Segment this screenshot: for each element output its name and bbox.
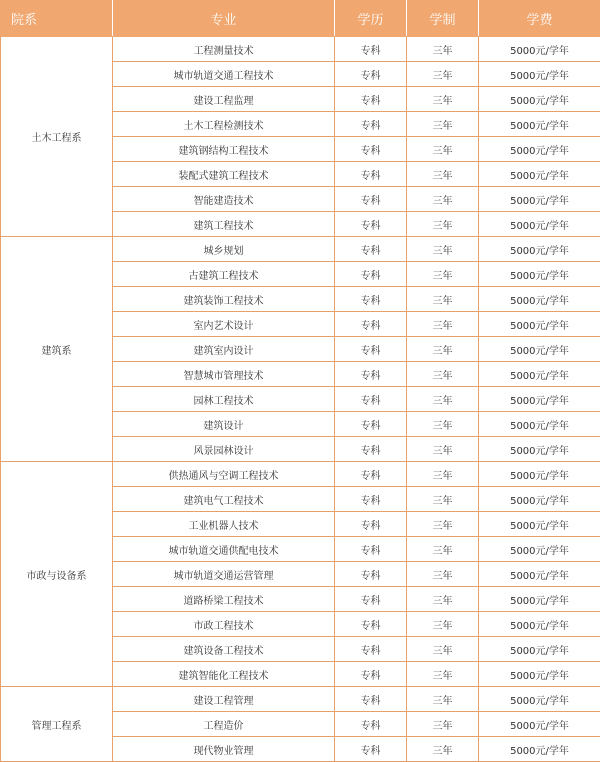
duration-cell: 三年: [407, 137, 479, 162]
table-row: [1, 237, 600, 262]
duration-cell: 三年: [407, 62, 479, 87]
duration-cell: 三年: [407, 537, 479, 562]
degree-cell: 专科: [335, 337, 407, 362]
degree-cell: 专科: [335, 512, 407, 537]
duration-cell: 三年: [407, 37, 479, 62]
major-cell: 建筑设备工程技术: [113, 637, 335, 662]
degree-cell: 专科: [335, 262, 407, 287]
degree-cell: 专科: [335, 437, 407, 462]
major-cell: 建设工程监理: [113, 87, 335, 112]
duration-cell: 三年: [407, 387, 479, 412]
department-cell: 建筑系: [1, 237, 113, 462]
degree-cell: 专科: [335, 387, 407, 412]
header-major: 专业: [113, 1, 335, 37]
degree-cell: 专科: [335, 362, 407, 387]
tuition-cell: 5000元/学年: [479, 562, 600, 587]
tuition-cell: 5000元/学年: [479, 87, 600, 112]
tuition-cell: 5000元/学年: [479, 537, 600, 562]
degree-cell: 专科: [335, 587, 407, 612]
degree-cell: 专科: [335, 37, 407, 62]
major-cell: 建筑智能化工程技术: [113, 662, 335, 687]
major-cell: 建筑工程技术: [113, 212, 335, 237]
major-cell: 工程测量技术: [113, 37, 335, 62]
major-cell: 古建筑工程技术: [113, 262, 335, 287]
duration-cell: 三年: [407, 637, 479, 662]
major-cell: 智能建造技术: [113, 187, 335, 212]
duration-cell: 三年: [407, 212, 479, 237]
major-cell: 城市轨道交通工程技术: [113, 62, 335, 87]
tuition-cell: 5000元/学年: [479, 287, 600, 312]
tuition-cell: 5000元/学年: [479, 212, 600, 237]
degree-cell: 专科: [335, 137, 407, 162]
degree-cell: 专科: [335, 712, 407, 737]
degree-cell: 专科: [335, 212, 407, 237]
major-cell: 工程造价: [113, 712, 335, 737]
major-cell: 建筑设计: [113, 412, 335, 437]
table-row: [1, 37, 600, 62]
department-cell: 土木工程系: [1, 37, 113, 237]
major-cell: 道路桥梁工程技术: [113, 587, 335, 612]
department-cell: 管理工程系: [1, 687, 113, 762]
duration-cell: 三年: [407, 737, 479, 762]
tuition-cell: 5000元/学年: [479, 112, 600, 137]
degree-cell: 专科: [335, 637, 407, 662]
degree-cell: 专科: [335, 737, 407, 762]
major-cell: 园林工程技术: [113, 387, 335, 412]
tuition-cell: 5000元/学年: [479, 437, 600, 462]
degree-cell: 专科: [335, 312, 407, 337]
tuition-cell: 5000元/学年: [479, 712, 600, 737]
tuition-cell: 5000元/学年: [479, 637, 600, 662]
tuition-cell: 5000元/学年: [479, 737, 600, 762]
duration-cell: 三年: [407, 687, 479, 712]
major-cell: 建筑装饰工程技术: [113, 287, 335, 312]
duration-cell: 三年: [407, 712, 479, 737]
tuition-cell: 5000元/学年: [479, 62, 600, 87]
degree-cell: 专科: [335, 612, 407, 637]
major-cell: 建设工程管理: [113, 687, 335, 712]
duration-cell: 三年: [407, 487, 479, 512]
duration-cell: 三年: [407, 237, 479, 262]
degree-cell: 专科: [335, 112, 407, 137]
table-header-row: [1, 1, 600, 37]
degree-cell: 专科: [335, 287, 407, 312]
header-department: 院系: [1, 1, 113, 37]
major-cell: 建筑电气工程技术: [113, 487, 335, 512]
degree-cell: 专科: [335, 662, 407, 687]
table-row: [1, 462, 600, 487]
duration-cell: 三年: [407, 362, 479, 387]
duration-cell: 三年: [407, 87, 479, 112]
degree-cell: 专科: [335, 87, 407, 112]
degree-cell: 专科: [335, 537, 407, 562]
duration-cell: 三年: [407, 262, 479, 287]
degree-cell: 专科: [335, 462, 407, 487]
tuition-cell: 5000元/学年: [479, 137, 600, 162]
tuition-cell: 5000元/学年: [479, 237, 600, 262]
degree-cell: 专科: [335, 487, 407, 512]
degree-cell: 专科: [335, 187, 407, 212]
duration-cell: 三年: [407, 562, 479, 587]
major-cell: 建筑钢结构工程技术: [113, 137, 335, 162]
tuition-cell: 5000元/学年: [479, 462, 600, 487]
major-cell: 风景园林设计: [113, 437, 335, 462]
major-cell: 智慧城市管理技术: [113, 362, 335, 387]
duration-cell: 三年: [407, 662, 479, 687]
tuition-cell: 5000元/学年: [479, 262, 600, 287]
tuition-cell: 5000元/学年: [479, 662, 600, 687]
tuition-cell: 5000元/学年: [479, 612, 600, 637]
major-cell: 现代物业管理: [113, 737, 335, 762]
tuition-cell: 5000元/学年: [479, 412, 600, 437]
duration-cell: 三年: [407, 512, 479, 537]
duration-cell: 三年: [407, 587, 479, 612]
tuition-cell: 5000元/学年: [479, 512, 600, 537]
tuition-cell: 5000元/学年: [479, 312, 600, 337]
duration-cell: 三年: [407, 412, 479, 437]
header-degree: 学历: [335, 1, 407, 37]
major-cell: 城乡规划: [113, 237, 335, 262]
tuition-cell: 5000元/学年: [479, 387, 600, 412]
tuition-cell: 5000元/学年: [479, 587, 600, 612]
major-cell: 室内艺术设计: [113, 312, 335, 337]
table-row: [1, 687, 600, 712]
tuition-cell: 5000元/学年: [479, 687, 600, 712]
degree-cell: 专科: [335, 687, 407, 712]
duration-cell: 三年: [407, 312, 479, 337]
duration-cell: 三年: [407, 437, 479, 462]
major-cell: 市政工程技术: [113, 612, 335, 637]
duration-cell: 三年: [407, 337, 479, 362]
duration-cell: 三年: [407, 287, 479, 312]
major-cell: 建筑室内设计: [113, 337, 335, 362]
tuition-cell: 5000元/学年: [479, 487, 600, 512]
header-tuition: 学费: [479, 1, 600, 37]
table-body: [1, 37, 600, 762]
tuition-cell: 5000元/学年: [479, 362, 600, 387]
duration-cell: 三年: [407, 462, 479, 487]
tuition-cell: 5000元/学年: [479, 187, 600, 212]
duration-cell: 三年: [407, 187, 479, 212]
tuition-cell: 5000元/学年: [479, 162, 600, 187]
duration-cell: 三年: [407, 162, 479, 187]
degree-cell: 专科: [335, 162, 407, 187]
duration-cell: 三年: [407, 612, 479, 637]
major-cell: 工业机器人技术: [113, 512, 335, 537]
major-cell: 城市轨道交通供配电技术: [113, 537, 335, 562]
major-cell: 城市轨道交通运营管理: [113, 562, 335, 587]
degree-cell: 专科: [335, 62, 407, 87]
tuition-cell: 5000元/学年: [479, 37, 600, 62]
header-duration: 学制: [407, 1, 479, 37]
major-cell: 装配式建筑工程技术: [113, 162, 335, 187]
duration-cell: 三年: [407, 112, 479, 137]
tuition-cell: 5000元/学年: [479, 337, 600, 362]
degree-cell: 专科: [335, 412, 407, 437]
degree-cell: 专科: [335, 237, 407, 262]
major-cell: 土木工程检测技术: [113, 112, 335, 137]
degree-cell: 专科: [335, 562, 407, 587]
department-cell: 市政与设备系: [1, 462, 113, 687]
major-cell: 供热通风与空调工程技术: [113, 462, 335, 487]
